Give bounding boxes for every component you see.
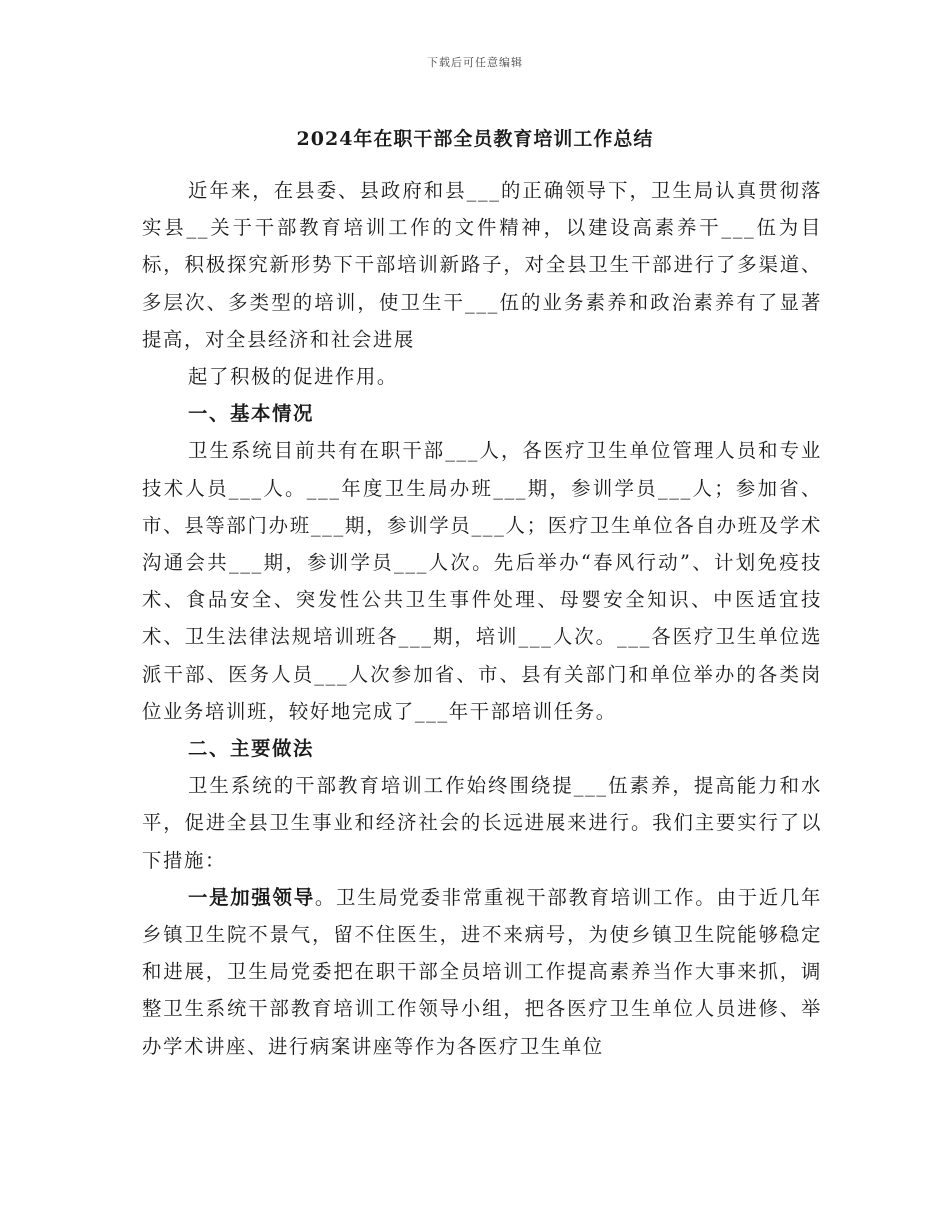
header-note: 下载后可任意编辑: [427, 56, 523, 69]
section-heading-basic: 一、基本情况: [188, 402, 314, 426]
leadership-text: 。卫生局党委非常重视干部教育培训工作。由于近几年乡镇卫生院不景气，留不住医生，进不来病号，为使乡镇卫生院能够稳定和进展，卫生局党委把在职干部全员培训工作提高素养当作大事来抓，调整卫生系统干部教育培训工作领导小组，把各医疗卫生单位人员进修、举办学术讲座、进行病案讲座等作为各医疗卫生单位: [142, 885, 822, 1058]
document-body: [142, 172, 822, 1065]
basic-situation-paragraph: 卫生系统目前共有在职干部___人，各医疗卫生单位管理人员和专业技术人员___人。___年度卫生局办班___期，参训学员___人；参加省、市、县等部门办班___期，参训学员___人；医疗卫生单位各自办班及学术沟通会共___期，参训学员___人次。先后举办“春风行动”、计划免疫技术、食品安全、突发性公共卫生事件处理、母婴安全知识、中医适宜技术、卫生法律法规培训班各___期，培训___人次。___各医疗卫生单位选派干部、医务人员___人次参加省、市、县有关部门和单位举办的各类岗位业务培训班，较好地完成了___年干部培训任务。: [142, 439, 822, 723]
intro-paragraph: 近年来，在县委、县政府和县___的正确领导下，卫生局认真贯彻落实县__关于干部教育培训工作的文件精神，以建设高素养干___伍为目标，积极探究新形势下干部培训新路子，对全县卫生干部进行了多渠道、多层次、多类型的培训，使卫生干___伍的业务素养和政治素养有了显著提高，对全县经济和社会进展: [142, 179, 822, 351]
leadership-lead: 一是加强领导: [188, 885, 315, 909]
leadership-paragraph: [142, 879, 822, 1065]
document-title: 2024年在职干部全员教育培训工作总结: [296, 128, 654, 150]
intro-continuation: 起了积极的促进作用。: [188, 365, 398, 389]
methods-paragraph: 卫生系统的干部教育培训工作始终围绕提___伍素养，提高能力和水平，促进全县卫生事业和经济社会的长远进展来进行。我们主要实行了以下措施：: [142, 774, 822, 872]
section-heading-methods: 二、主要做法: [188, 737, 314, 761]
